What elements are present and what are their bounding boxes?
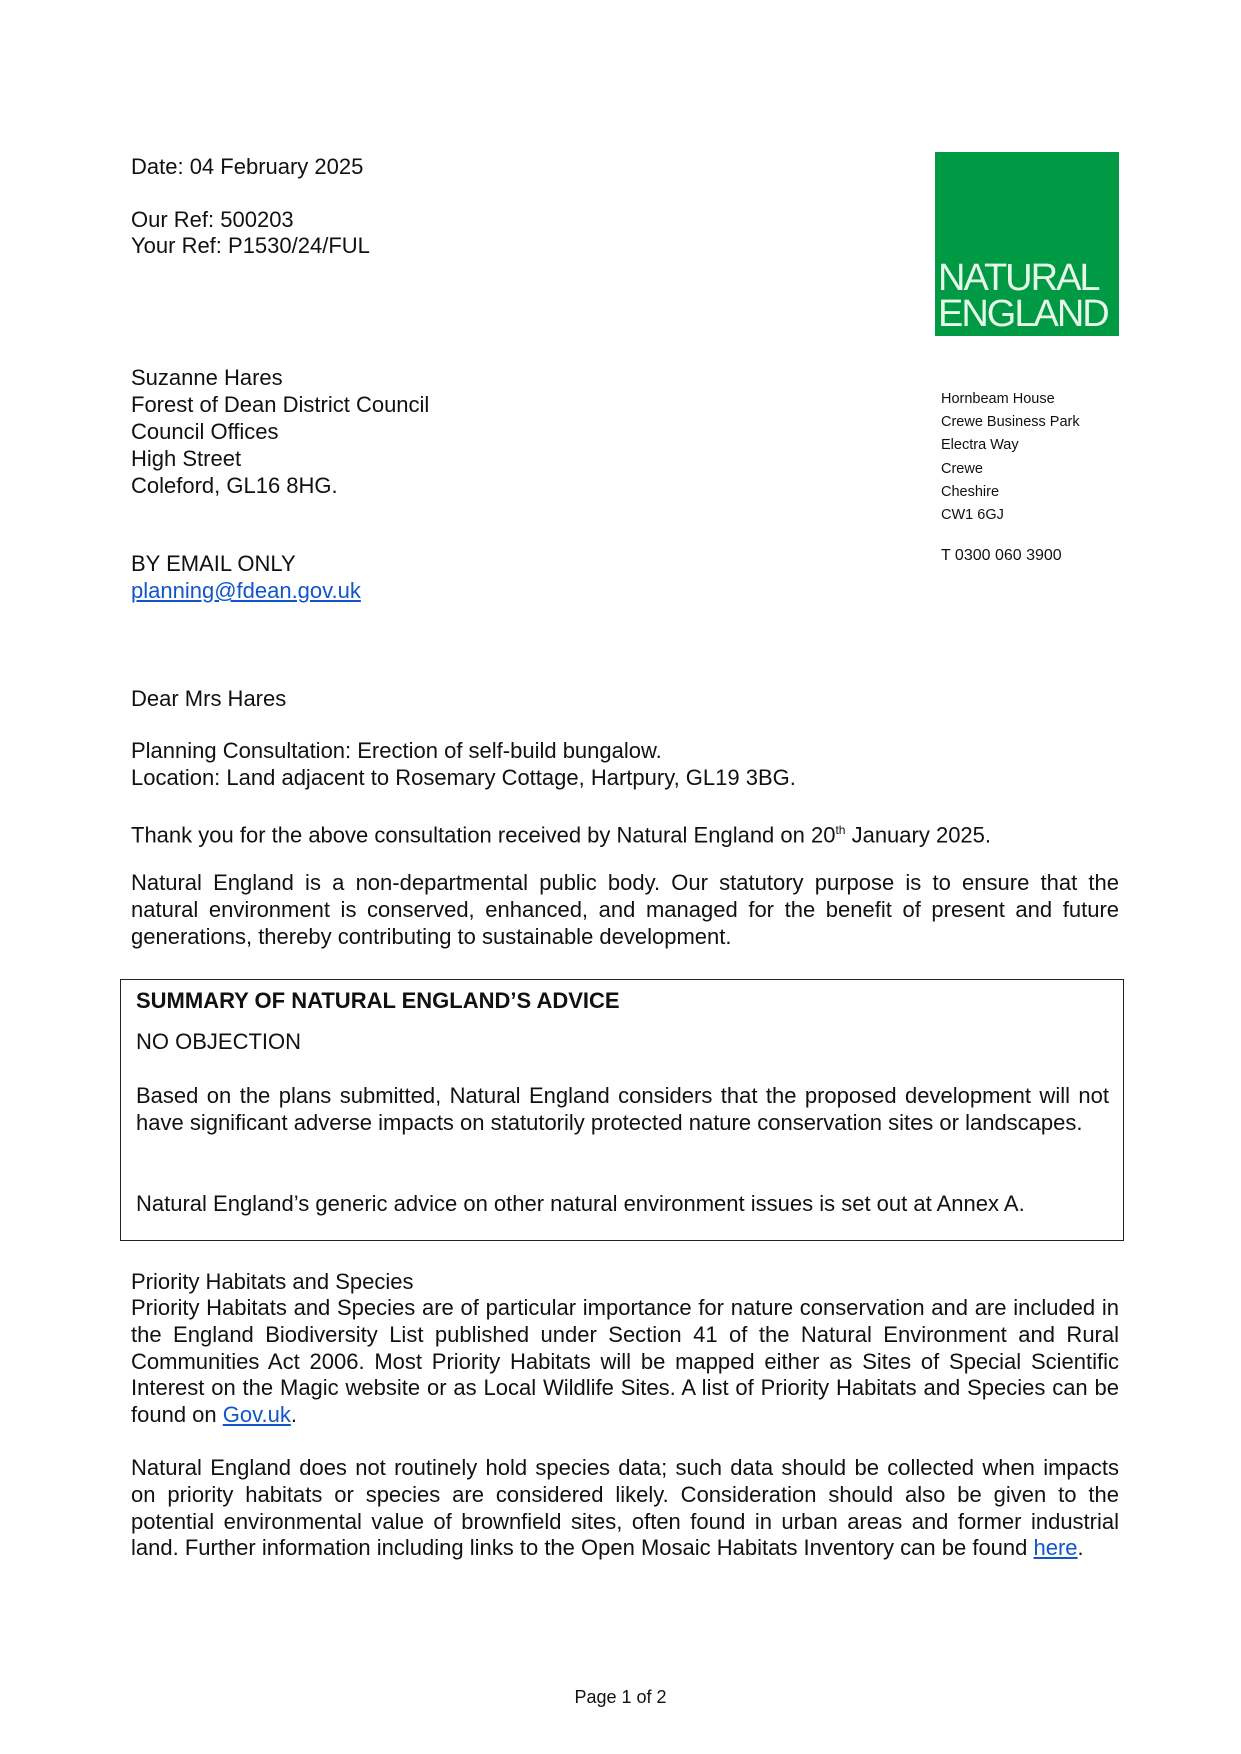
govuk-link[interactable]: Gov.uk — [222, 1402, 291, 1428]
address-line: Electra Way — [941, 437, 1019, 454]
sender-address — [941, 388, 1080, 527]
recipient-line: Coleford, GL16 8HG. — [131, 473, 338, 498]
summary-verdict: NO OBJECTION — [136, 1029, 302, 1054]
subject-location: Location: Land adjacent to Rosemary Cottage, Hartpury, GL19 3BG. — [131, 765, 796, 790]
address-line: CW1 6GJ — [941, 507, 1004, 524]
delivery-method: BY EMAIL ONLY — [131, 551, 296, 576]
address-line: Cheshire — [941, 483, 1000, 500]
priority-heading: Priority Habitats and Species — [131, 1269, 414, 1294]
intro-paragraph: Natural England is a non-departmental public body. Our statutory purpose is to ensure that the natural environment is conserved, enhanced, and managed for the benefit of present and future generations, thereby contributing to sustainable development. — [131, 870, 1119, 949]
recipient-line: Council Offices — [131, 419, 279, 444]
priority-text: Natural England does not routinely hold species data; such data should be collected when impacts on priority habitats or species are considered likely. Consideration should also be given to the potential environmental value of brownfield sites, often found in urban areas and former industrial land. Further information including links to the Open Mosaic Habitats Inventory can be found — [131, 1455, 1119, 1561]
address-line: Hornbeam House — [941, 391, 1055, 407]
logo-line1: NATURAL — [938, 257, 1099, 299]
email-link[interactable]: planning@fdean.gov.uk — [131, 578, 361, 603]
sender-phone: T 0300 060 3900 — [941, 547, 1062, 564]
priority-paragraph-1: Priority Habitats and Species are of particular importance for nature conservation and are included in the England Biodiversity List published under Section 41 of the Natural Environment and Rural Communities Act 2006. Most Priority Habitats will be mapped either as Sites of Special Scientific Interest on the Magic website or as Local Wildlife Sites. A list of Priority Habitats and Species can be found on Gov.uk. — [131, 1295, 1119, 1428]
recipient-line: Forest of Dean District Council — [131, 392, 430, 417]
natural-england-logo — [935, 152, 1119, 336]
thanks-text: Thank you for the above consultation received by Natural England on 20 — [131, 822, 836, 848]
here-link[interactable]: here — [1033, 1535, 1078, 1561]
thanks-text-end: January 2025. — [845, 822, 992, 848]
your-ref: Your Ref: P1530/24/FUL — [131, 233, 370, 258]
thanks-paragraph — [131, 817, 991, 848]
summary-title: SUMMARY OF NATURAL ENGLAND’S ADVICE — [136, 988, 620, 1013]
our-ref: Our Ref: 500203 — [131, 207, 294, 232]
page-number: Page 1 of 2 — [574, 1687, 667, 1707]
letter-date: Date: 04 February 2025 — [131, 154, 364, 179]
recipient-line: High Street — [131, 446, 242, 471]
recipient-address — [131, 364, 429, 499]
recipient-line: Suzanne Hares — [131, 365, 283, 390]
summary-body: Based on the plans submitted, Natural England considers that the proposed development will not have significant adverse impacts on statutorily protected nature conservation sites or landscapes. — [136, 1083, 1109, 1135]
address-line: Crewe — [941, 460, 983, 477]
logo-line2: ENGLAND — [938, 293, 1108, 335]
address-line: Crewe Business Park — [941, 414, 1080, 431]
thanks-sup: th — [835, 823, 846, 837]
priority-text: Priority Habitats and Species are of particular importance for nature conservation and are included in the England Biodiversity List published under Section 41 of the Natural Environment and Rural Communities Act 2006. Most Priority Habitats will be mapped either as Sites of Special Scientific Interest on the Magic website or as Local Wildlife Sites. A list of Priority Habitats and Species can be found on — [131, 1295, 1119, 1428]
advice-summary-box — [120, 979, 1124, 1241]
subject-consultation: Planning Consultation: Erection of self-build bungalow. — [131, 738, 662, 763]
salutation: Dear Mrs Hares — [131, 686, 287, 711]
summary-annex: Natural England’s generic advice on other natural environment issues is set out at Annex A. — [136, 1191, 1025, 1216]
priority-paragraph-2: Natural England does not routinely hold species data; such data should be collected when impacts on priority habitats or species are considered likely. Consideration should also be given to the potential environmental value of brownfield sites, often found in urban areas and former industrial land. Further information including links to the Open Mosaic Habitats Inventory can be found here. — [131, 1455, 1119, 1561]
